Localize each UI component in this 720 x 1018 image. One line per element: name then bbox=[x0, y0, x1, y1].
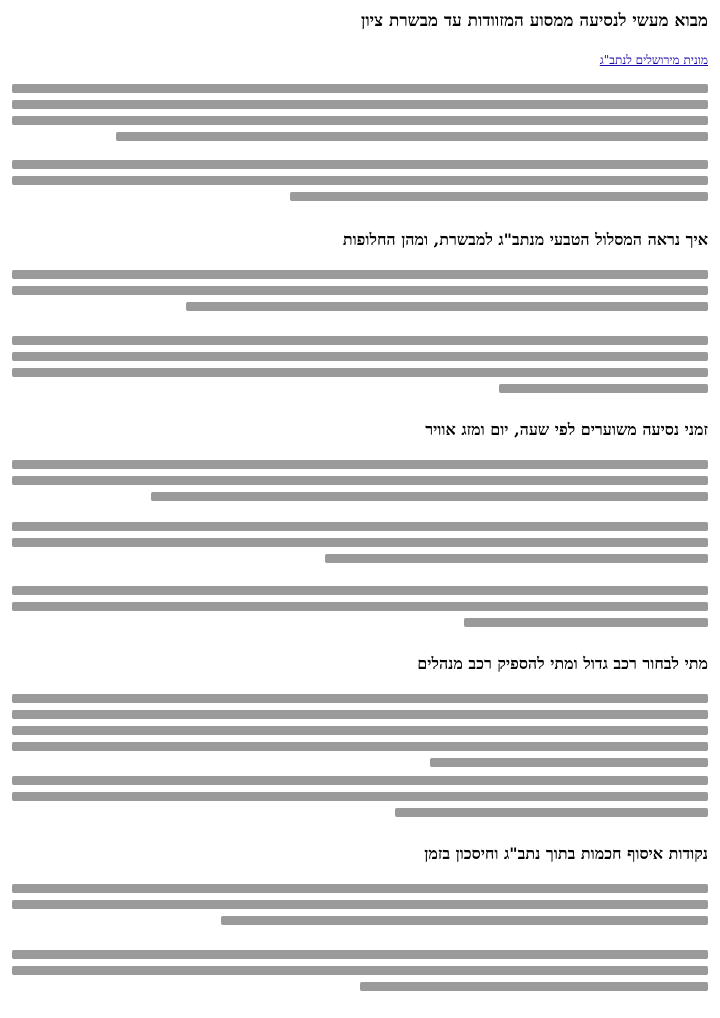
paragraph bbox=[12, 160, 708, 208]
paragraph bbox=[12, 460, 708, 508]
paragraph bbox=[12, 522, 708, 570]
paragraph bbox=[12, 884, 708, 932]
paragraph bbox=[12, 776, 708, 824]
section-heading-pickup: נקודות איסוף חכמות בתוך נתב"ג וחיסכון בזמן bbox=[424, 844, 708, 863]
paragraph bbox=[12, 336, 708, 400]
paragraph bbox=[12, 586, 708, 634]
section-heading-vehicle: מתי לבחור רכב גדול ומתי להספיק רכב מנהלים bbox=[417, 654, 708, 673]
section-heading-route: איך נראה המסלול הטבעי מנתב"ג למבשרת, ומהן החלופות bbox=[342, 230, 708, 249]
paragraph bbox=[12, 950, 708, 998]
section-heading-times: זמני נסיעה משוערים לפי שעה, יום ומזג אוויר bbox=[425, 420, 708, 439]
taxi-link[interactable]: מונית מירושלים לנתב"ג bbox=[599, 53, 708, 67]
paragraph bbox=[12, 84, 708, 148]
paragraph bbox=[12, 694, 708, 774]
page-title: מבוא מעשי לנסיעה ממסוע המזוודות עד מבשרת ציון bbox=[360, 11, 708, 31]
paragraph bbox=[12, 270, 708, 318]
